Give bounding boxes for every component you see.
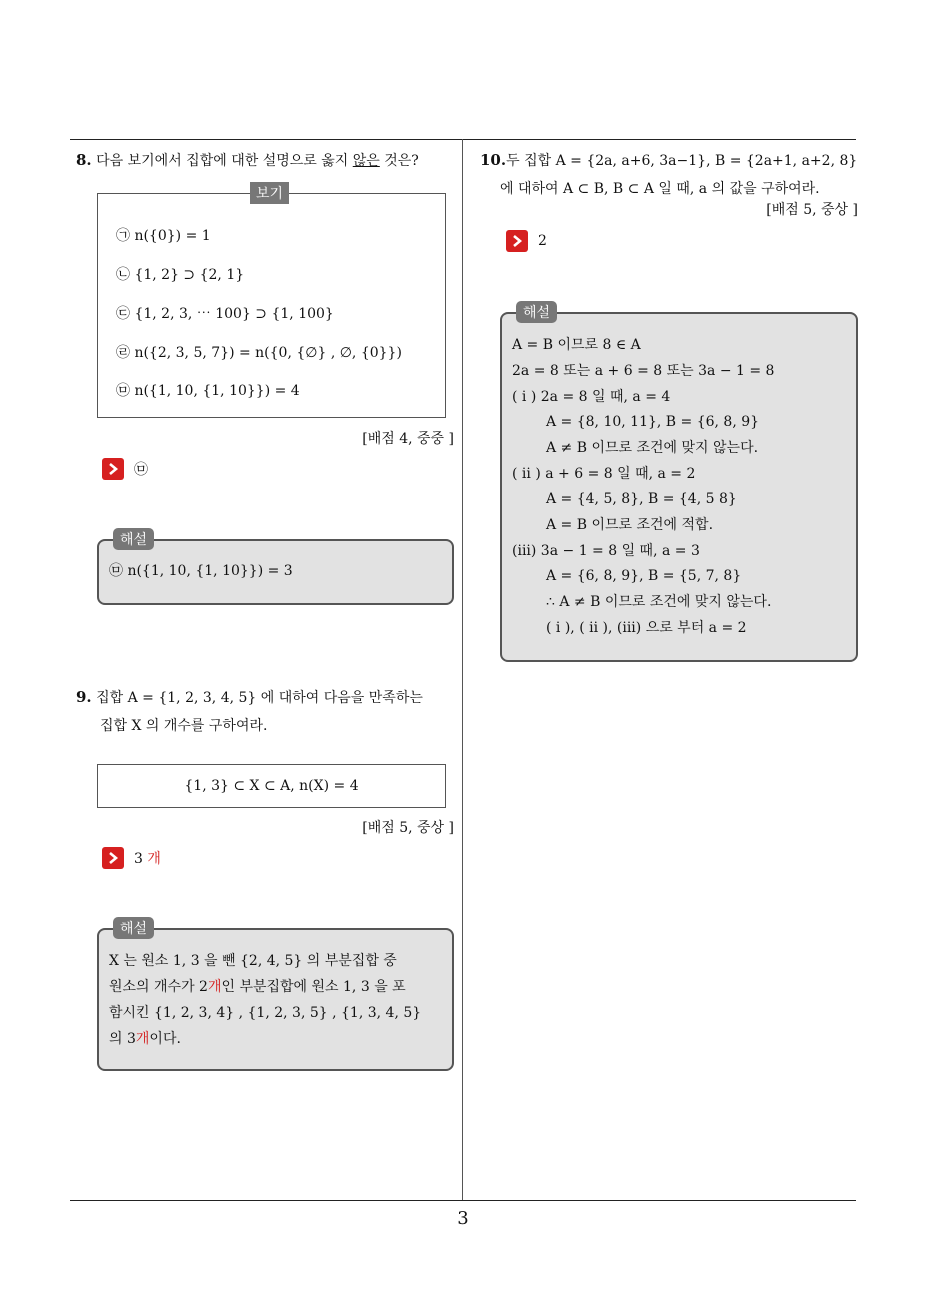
solution-line: ( ii ) a + 6 = 8 일 때, a = 2	[512, 466, 696, 482]
bogi-item-2: ㉡ {1, 2} ⊃ {2, 1}	[116, 267, 245, 283]
solution-line: 원소의 개수가 2개인 부분집합에 원소 1, 3 을 포	[109, 979, 406, 995]
solution-line: A ≠ B 이므로 조건에 맞지 않는다.	[546, 440, 759, 456]
score-q8: [배점 4, 중중 ]	[362, 431, 454, 447]
condition-box: {1, 3} ⊂ X ⊂ A, n(X) = 4	[97, 764, 446, 808]
bogi-item-5: ㉤ n({1, 10, {1, 10}}) = 4	[116, 383, 300, 399]
answer-q10	[506, 230, 547, 252]
solution-line: (iii) 3a − 1 = 8 일 때, a = 3	[512, 543, 700, 559]
question-8	[76, 146, 460, 175]
question-text-line1: 집합 A = {1, 2, 3, 4, 5} 에 대하여 다음을 만족하는	[96, 690, 423, 706]
question-text-end: 것은?	[379, 153, 419, 169]
question-text-line2: 에 대하여 A ⊂ B, B ⊂ A 일 때, a 의 값을 구하여라.	[500, 181, 820, 197]
answer-arrow-icon	[102, 847, 124, 869]
answer-value: 2	[538, 233, 547, 249]
top-rule	[70, 139, 856, 140]
solution-line: A = {4, 5, 8}, B = {4, 5 8}	[546, 491, 737, 507]
solution-line: 2a = 8 또는 a + 6 = 8 또는 3a − 1 = 8	[512, 363, 775, 379]
question-number: 9.	[76, 688, 92, 706]
solution-label: 해설	[113, 528, 154, 550]
answer-arrow-icon	[102, 458, 124, 480]
score-q9: [배점 5, 중상 ]	[362, 820, 454, 836]
solution-q9	[97, 921, 454, 1071]
bogi-item-4: ㉣ n({2, 3, 5, 7}) = n({0, {∅} , ∅, {0}})	[116, 345, 402, 361]
bogi-item-3: ㉢ {1, 2, 3, ⋯ 100} ⊃ {1, 100}	[116, 306, 334, 322]
solution-line: A = B 이므로 조건에 적합.	[546, 517, 714, 533]
bogi-item-1: ㉠ n({0}) = 1	[116, 228, 211, 244]
solution-label: 해설	[113, 917, 154, 939]
question-text: 다음 보기에서 집합에 대한 설명으로 옳지	[96, 153, 353, 169]
solution-q10	[500, 305, 858, 662]
solution-line: 함시킨 {1, 2, 3, 4} , {1, 2, 3, 5} , {1, 3, 4, 5}	[109, 1005, 422, 1021]
solution-line: X 는 원소 1, 3 을 뺀 {2, 4, 5} 의 부분집합 중	[109, 953, 397, 969]
solution-line: ( i ) 2a = 8 일 때, a = 4	[512, 389, 671, 405]
solution-label: 해설	[516, 301, 557, 323]
solution-line: ( i ), ( ii ), (iii) 으로 부터 a = 2	[546, 620, 747, 636]
page-number: 3	[457, 1208, 469, 1229]
bogi-label: 보기	[250, 182, 289, 204]
answer-value: ㉤	[134, 462, 148, 478]
solution-line: A = B 이므로 8 ∈ A	[512, 337, 641, 353]
solution-text: ㉤ n({1, 10, {1, 10}}) = 3	[109, 563, 293, 579]
question-10	[480, 146, 858, 203]
question-text-line1: 두 집합 A = {2a, a+6, 3a−1}, B = {2a+1, a+2, 8}	[506, 153, 858, 169]
bogi-box	[97, 186, 446, 418]
question-number: 10.	[480, 151, 507, 169]
question-text-line2: 집합 X 의 개수를 구하여라.	[100, 718, 268, 734]
question-9	[76, 683, 460, 740]
solution-q8	[97, 532, 454, 605]
bottom-rule	[70, 1200, 856, 1201]
solution-line: ∴ A ≠ B 이므로 조건에 맞지 않는다.	[546, 594, 772, 610]
answer-q8	[102, 458, 148, 480]
solution-line: A = {8, 10, 11}, B = {6, 8, 9}	[546, 414, 760, 430]
question-underline: 않은	[352, 153, 380, 169]
solution-line: 의 3개이다.	[109, 1031, 181, 1047]
question-number: 8.	[76, 151, 92, 169]
answer-arrow-icon	[506, 230, 528, 252]
solution-line: A = {6, 8, 9}, B = {5, 7, 8}	[546, 568, 742, 584]
score-q10: [배점 5, 중상 ]	[766, 202, 858, 218]
answer-value: 3 개	[134, 851, 161, 867]
answer-q9	[102, 847, 161, 869]
column-divider	[462, 139, 463, 1201]
